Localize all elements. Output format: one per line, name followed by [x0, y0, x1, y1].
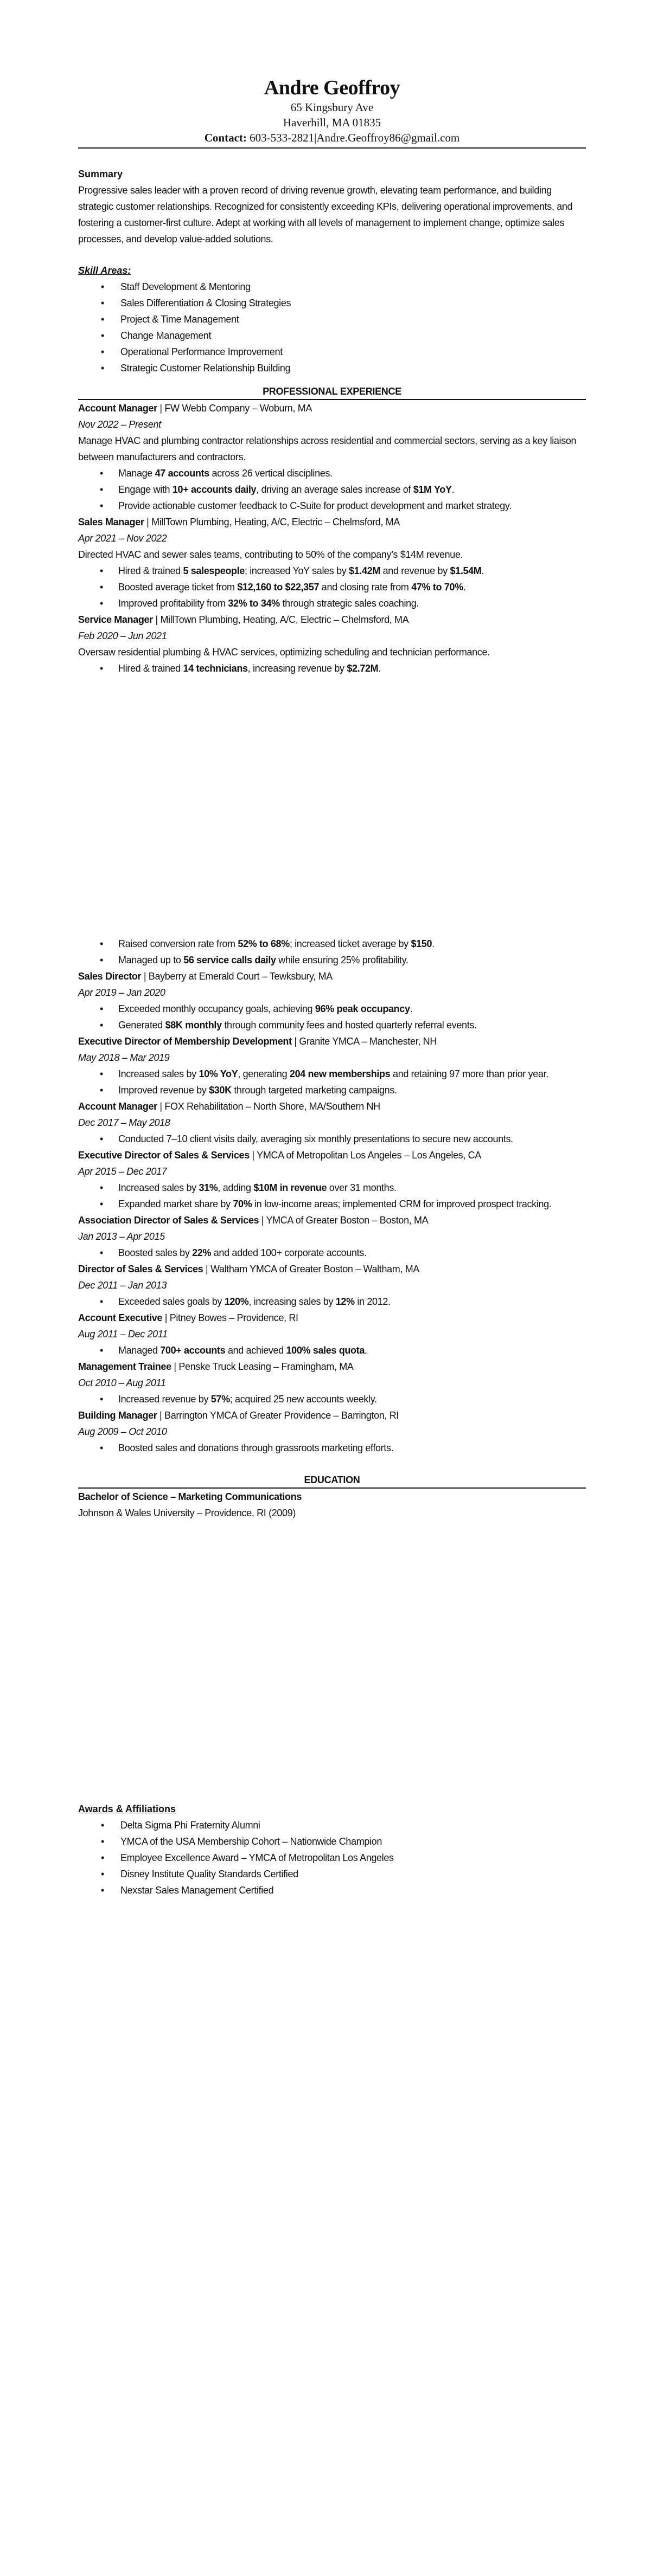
bullet-highlight: 31%: [199, 1182, 218, 1193]
bullet-text: ; acquired 25 new accounts weekly.: [229, 1394, 377, 1405]
school: Johnson & Wales University – Providence, RI (2009): [78, 1508, 296, 1518]
skill-item: [78, 360, 586, 376]
job-employer: | FW Webb Company – Woburn, MA: [157, 403, 312, 414]
job-bullet: [78, 1131, 586, 1147]
bullet-highlight: 12%: [335, 1296, 355, 1307]
job-dates: Jan 2013 – Apr 2015: [78, 1231, 165, 1242]
bullet-highlight: 100% sales quota: [286, 1345, 365, 1356]
bullet-text: Managed: [118, 1345, 161, 1356]
job-bullet: [78, 1342, 586, 1358]
job-title: Sales Manager: [78, 517, 144, 527]
job-dates: Nov 2022 – Present: [78, 419, 161, 430]
job-entry: [78, 611, 586, 677]
bullet-icon: •: [100, 1199, 103, 1209]
bullet-text: and revenue by: [380, 565, 450, 576]
job-title: Sales Director: [78, 971, 142, 982]
job-bullet: [78, 1440, 586, 1456]
phone-number: 603-533-2821: [250, 131, 315, 144]
bullet-text: and retaining 97 more than prior year.: [390, 1068, 548, 1079]
bullet-highlight: $8K monthly: [165, 1020, 222, 1031]
bullet-icon: •: [100, 1068, 103, 1079]
bullet-icon: •: [100, 955, 103, 965]
job-heading: [78, 1310, 586, 1326]
contact-separator: |: [314, 131, 317, 144]
experience-list-part-2: [78, 968, 586, 1456]
job-heading: [78, 1098, 586, 1115]
bullet-highlight: 47 accounts: [155, 468, 209, 479]
skill-item: [78, 344, 586, 360]
job-bullet: [78, 660, 586, 677]
job-title: Management Trainee: [78, 1361, 171, 1372]
job-employer: | YMCA of Metropolitan Los Angeles – Los Angeles, CA: [249, 1150, 481, 1161]
bullet-text: Nexstar Sales Management Certified: [120, 1885, 274, 1896]
job-employer: | MillTown Plumbing, Heating, A/C, Electric – Chelmsford, MA: [152, 614, 409, 625]
bullet-highlight: 57%: [210, 1394, 230, 1405]
award-item: [78, 1850, 586, 1866]
bullet-text: YMCA of the USA Membership Cohort – Nationwide Champion: [120, 1836, 382, 1847]
bullet-icon: •: [100, 1182, 103, 1193]
job-bullet: [78, 579, 586, 595]
bullet-text: Employee Excellence Award – YMCA of Metropolitan Los Angeles: [120, 1852, 394, 1863]
award-item: [78, 1817, 586, 1833]
bullet-icon: •: [101, 281, 104, 292]
job-heading: [78, 1358, 586, 1375]
job-dates: Apr 2019 – Jan 2020: [78, 987, 165, 998]
bullet-highlight: $10M in revenue: [253, 1182, 327, 1193]
bullet-text: Conducted 7–10 client visits daily, averaging six monthly presentations to secure new accounts.: [118, 1134, 513, 1144]
bullet-text: Change Management: [120, 330, 212, 341]
bullet-text: and added 100+ corporate accounts.: [211, 1247, 367, 1258]
bullet-icon: •: [101, 1820, 104, 1831]
job-employer: | Penske Truck Leasing – Framingham, MA: [171, 1361, 354, 1372]
job-bullets: [78, 1001, 586, 1033]
bullet-highlight: $150: [411, 938, 432, 949]
address-line-1: 65 Kingsbury Ave: [290, 101, 374, 114]
job-bullet: [78, 1196, 586, 1212]
address-line-2: Haverhill, MA 01835: [283, 116, 381, 129]
job-bullet: [78, 1017, 586, 1033]
bullet-text: , generating: [238, 1068, 290, 1079]
job-heading: [78, 514, 586, 530]
bullet-text: .: [432, 938, 435, 949]
degree-title: Bachelor of Science – Marketing Communications: [78, 1491, 302, 1502]
bullet-highlight: 700+ accounts: [160, 1345, 226, 1356]
bullet-icon: •: [100, 1394, 103, 1405]
job-entry: [78, 1098, 586, 1147]
education-heading: EDUCATION: [304, 1474, 360, 1485]
job-entry: [78, 1033, 586, 1098]
bullet-highlight: $1.54M: [450, 565, 482, 576]
resume-page-2: [78, 936, 586, 1521]
job-dates: Aug 2011 – Dec 2011: [78, 1329, 168, 1339]
job-bullets: [78, 1066, 586, 1098]
bullet-text: Project & Time Management: [120, 314, 239, 325]
bullet-icon: •: [101, 1852, 104, 1863]
job-entry: [78, 1358, 586, 1407]
job-bullets: [78, 1440, 586, 1456]
job-employer: | MillTown Plumbing, Heating, A/C, Electric – Chelmsford, MA: [144, 517, 400, 527]
bullet-text: .: [364, 1345, 367, 1356]
bullet-highlight: 204 new memberships: [289, 1068, 391, 1079]
bullet-icon: •: [100, 598, 103, 609]
job-title: Director of Sales & Services: [78, 1264, 203, 1274]
job-bullets: [78, 1293, 586, 1310]
bullet-icon: •: [101, 1885, 104, 1896]
job-title: Account Manager: [78, 1101, 157, 1112]
job-bullets: [78, 1131, 586, 1147]
bullet-text: through strategic sales coaching.: [279, 598, 419, 609]
job-heading: [78, 400, 586, 416]
email-address: Andre.Geoffroy86@gmail.com: [316, 131, 460, 144]
bullet-text: and closing rate from: [319, 582, 412, 593]
bullet-text: over 31 months.: [327, 1182, 397, 1193]
bullet-icon: •: [100, 1020, 103, 1031]
bullet-text: , adding: [218, 1182, 254, 1193]
job-bullets: [78, 660, 586, 677]
job-bullets: [78, 563, 586, 611]
job-bullets: [78, 1245, 586, 1261]
bullet-icon: •: [100, 500, 103, 511]
job-heading: [78, 968, 586, 984]
skill-item: [78, 279, 586, 295]
bullet-text: .: [481, 565, 484, 576]
job-entry: [78, 1212, 586, 1261]
bullet-text: Boosted sales and donations through grassroots marketing efforts.: [118, 1442, 394, 1453]
job-bullet: [78, 481, 586, 498]
bullet-icon: •: [100, 468, 103, 479]
bullet-highlight: $1.42M: [349, 565, 380, 576]
resume-page-1: [78, 76, 586, 677]
job-employer: | YMCA of Greater Boston – Boston, MA: [259, 1215, 429, 1226]
bullet-text: in 2012.: [354, 1296, 391, 1307]
job-dates: Apr 2021 – Nov 2022: [78, 533, 167, 544]
job-entry: [78, 1261, 586, 1310]
bullet-text: .: [410, 1003, 413, 1014]
bullet-icon: •: [101, 1836, 104, 1847]
job-bullet: [78, 595, 586, 611]
job-bullet: [78, 1180, 586, 1196]
bullet-text: Staff Development & Mentoring: [120, 281, 251, 292]
contact-label: Contact:: [204, 131, 247, 144]
job-dates: Apr 2015 – Dec 2017: [78, 1166, 167, 1177]
header-divider: [78, 147, 586, 149]
bullet-text: Sales Differentiation & Closing Strategies: [120, 298, 291, 308]
bullet-text: Engage with: [118, 484, 173, 495]
bullet-icon: •: [100, 1085, 103, 1096]
bullet-highlight: 22%: [192, 1247, 212, 1258]
bullet-icon: •: [101, 363, 104, 373]
job-employer: | Waltham YMCA of Greater Boston – Waltham, MA: [203, 1264, 420, 1274]
contact-line: [78, 130, 586, 145]
job-bullet: [78, 952, 586, 968]
job-title: Account Manager: [78, 403, 157, 414]
bullet-icon: •: [100, 1442, 103, 1453]
job-dates: May 2018 – Mar 2019: [78, 1052, 170, 1063]
job-employer: | Pitney Bowes – Providence, RI: [162, 1312, 298, 1323]
job-bullets: [78, 1342, 586, 1358]
job-entry: [78, 514, 586, 611]
resume-page-3: [78, 1801, 586, 1898]
job-description: Oversaw residential plumbing & HVAC services, optimizing scheduling and technician performance.: [78, 647, 490, 658]
job-title: Account Executive: [78, 1312, 163, 1323]
bullet-icon: •: [101, 346, 104, 357]
bullet-text: Boosted average ticket from: [118, 582, 238, 593]
bullet-icon: •: [100, 1296, 103, 1307]
job-heading: [78, 1147, 586, 1163]
skill-areas-heading: Skill Areas:: [78, 265, 131, 276]
bullet-text: Managed up to: [118, 955, 184, 965]
job-bullet: [78, 1082, 586, 1098]
job-bullets: [78, 465, 586, 514]
bullet-text: Generated: [118, 1020, 165, 1031]
job-entry: [78, 400, 586, 514]
job-description: Manage HVAC and plumbing contractor relationships across residential and commercial sectors, serving as a key liaison between manufacturers and contractors.: [78, 435, 577, 462]
job-title: Executive Director of Membership Development: [78, 1036, 292, 1047]
awards-list: [78, 1817, 586, 1898]
experience-list-part-1: [78, 400, 586, 677]
job-bullet: [78, 1293, 586, 1310]
bullet-text: Exceeded sales goals by: [118, 1296, 225, 1307]
job-bullets: [78, 1391, 586, 1407]
bullet-text: .: [463, 582, 466, 593]
awards-heading: Awards & Affiliations: [78, 1804, 176, 1814]
bullet-icon: •: [100, 1134, 103, 1144]
job-entry: [78, 1147, 586, 1212]
job-entry: [78, 1310, 586, 1358]
bullet-text: through community fees and hosted quarterly referral events.: [221, 1020, 477, 1031]
bullet-text: Manage: [118, 468, 155, 479]
bullet-highlight: 10% YoY: [199, 1068, 238, 1079]
bullet-text: Provide actionable customer feedback to C-Suite for product development and market strategy.: [118, 500, 512, 511]
skill-item: [78, 311, 586, 327]
bullet-icon: •: [100, 1003, 103, 1014]
job-heading: [78, 611, 586, 628]
bullet-text: , increasing sales by: [248, 1296, 336, 1307]
job-employer: | Barrington YMCA of Greater Providence – Barrington, RI: [157, 1410, 399, 1421]
bullet-highlight: $1M YoY: [413, 484, 452, 495]
bullet-highlight: $12,160 to $22,357: [237, 582, 320, 593]
bullet-text: Operational Performance Improvement: [120, 346, 283, 357]
skill-item: [78, 327, 586, 344]
job-bullet: [78, 1391, 586, 1407]
bullet-icon: •: [100, 582, 103, 593]
job-dates: Dec 2011 – Jan 2013: [78, 1280, 167, 1291]
skill-item: [78, 295, 586, 311]
job-title: Executive Director of Sales & Services: [78, 1150, 250, 1161]
bullet-text: Improved profitability from: [118, 598, 228, 609]
summary-heading: Summary: [78, 169, 123, 179]
bullet-text: through targeted marketing campaigns.: [231, 1085, 397, 1096]
job-heading: [78, 1033, 586, 1049]
bullet-text: Expanded market share by: [118, 1199, 233, 1209]
job-dates: Oct 2010 – Aug 2011: [78, 1377, 166, 1388]
bullet-text: Hired & trained: [118, 663, 183, 674]
bullet-text: Strategic Customer Relationship Building: [120, 363, 291, 373]
bullet-text: Improved revenue by: [118, 1085, 209, 1096]
bullet-text: Disney Institute Quality Standards Certified: [120, 1869, 298, 1879]
bullet-highlight: 56 service calls daily: [183, 955, 276, 965]
job-bullets: [78, 1180, 586, 1212]
job-entry: [78, 1407, 586, 1456]
bullet-highlight: 14 technicians: [183, 663, 248, 674]
bullet-icon: •: [100, 565, 103, 576]
bullet-icon: •: [101, 1869, 104, 1879]
bullet-text: , driving an average sales increase of: [256, 484, 413, 495]
bullet-highlight: 96% peak occupancy: [315, 1003, 410, 1014]
bullet-highlight: 47% to 70%: [411, 582, 463, 593]
job-title: Building Manager: [78, 1410, 157, 1421]
bullet-highlight: $30K: [209, 1085, 232, 1096]
service-manager-bullets-continued: [78, 936, 586, 968]
job-description: Directed HVAC and sewer sales teams, contributing to 50% of the company’s $14M revenue.: [78, 549, 463, 560]
bullet-highlight: 120%: [224, 1296, 249, 1307]
bullet-icon: •: [101, 314, 104, 325]
bullet-icon: •: [101, 298, 104, 308]
bullet-text: across 26 vertical disciplines.: [209, 468, 333, 479]
bullet-highlight: 5 salespeople: [183, 565, 245, 576]
bullet-text: .: [451, 484, 455, 495]
job-heading: [78, 1261, 586, 1277]
bullet-icon: •: [100, 1345, 103, 1356]
bullet-text: Exceeded monthly occupancy goals, achieving: [118, 1003, 315, 1014]
summary-text: Progressive sales leader with a proven record of driving revenue growth, elevating team performance, and building strategic customer relationships. Recognized for consistently exceeding KPIs, delivering operational improvements, and fostering a customer-first culture. Adept at working with all levels of management to implement change, optimize sales processes, and develop value-added solutions.: [78, 185, 573, 244]
job-bullet: [78, 498, 586, 514]
job-employer: | FOX Rehabilitation – North Shore, MA/Southern NH: [157, 1101, 380, 1112]
bullet-text: , increasing revenue by: [247, 663, 347, 674]
candidate-name: Andre Geoffroy: [264, 76, 400, 99]
award-item: [78, 1833, 586, 1850]
job-bullet: [78, 936, 586, 952]
bullet-text: Boosted sales by: [118, 1247, 193, 1258]
job-dates: Feb 2020 – Jun 2021: [78, 630, 167, 641]
job-employer: | Granite YMCA – Manchester, NH: [291, 1036, 437, 1047]
bullet-highlight: 70%: [233, 1199, 252, 1209]
bullet-highlight: 10+ accounts daily: [172, 484, 257, 495]
job-entry: [78, 968, 586, 1033]
bullet-text: .: [378, 663, 381, 674]
job-bullet: [78, 465, 586, 481]
job-bullet: [78, 1001, 586, 1017]
degree: [78, 1489, 586, 1505]
bullet-icon: •: [100, 1247, 103, 1258]
job-heading: [78, 1407, 586, 1424]
job-bullet: [78, 563, 586, 579]
bullet-icon: •: [100, 663, 103, 674]
bullet-text: Raised conversion rate from: [118, 938, 238, 949]
bullet-text: Increased sales by: [118, 1182, 199, 1193]
award-item: [78, 1866, 586, 1882]
bullet-text: Hired & trained: [118, 565, 183, 576]
job-employer: | Bayberry at Emerald Court – Tewksbury, MA: [141, 971, 333, 982]
bullet-text: ; increased ticket average by: [289, 938, 411, 949]
skill-list: [78, 279, 586, 376]
bullet-text: Delta Sigma Phi Fraternity Alumni: [120, 1820, 260, 1831]
bullet-icon: •: [100, 484, 103, 495]
bullet-highlight: 52% to 68%: [238, 938, 290, 949]
job-dates: Dec 2017 – May 2018: [78, 1117, 170, 1128]
experience-heading: PROFESSIONAL EXPERIENCE: [263, 386, 401, 397]
bullet-highlight: 32% to 34%: [228, 598, 280, 609]
job-bullet: [78, 1066, 586, 1082]
job-heading: [78, 1212, 586, 1228]
bullet-highlight: $2.72M: [347, 663, 379, 674]
job-title: Association Director of Sales & Services: [78, 1215, 259, 1226]
bullet-text: and achieved: [225, 1345, 286, 1356]
award-item: [78, 1882, 586, 1898]
job-bullet: [78, 1245, 586, 1261]
bullet-icon: •: [101, 330, 104, 341]
bullet-text: Increased sales by: [118, 1068, 199, 1079]
bullet-text: while ensuring 25% profitability.: [276, 955, 408, 965]
bullet-text: Increased revenue by: [118, 1394, 211, 1405]
job-title: Service Manager: [78, 614, 153, 625]
bullet-icon: •: [100, 938, 103, 949]
bullet-text: in low-income areas; implemented CRM for improved prospect tracking.: [252, 1199, 552, 1209]
bullet-text: ; increased YoY sales by: [244, 565, 349, 576]
job-dates: Aug 2009 – Oct 2010: [78, 1426, 167, 1437]
